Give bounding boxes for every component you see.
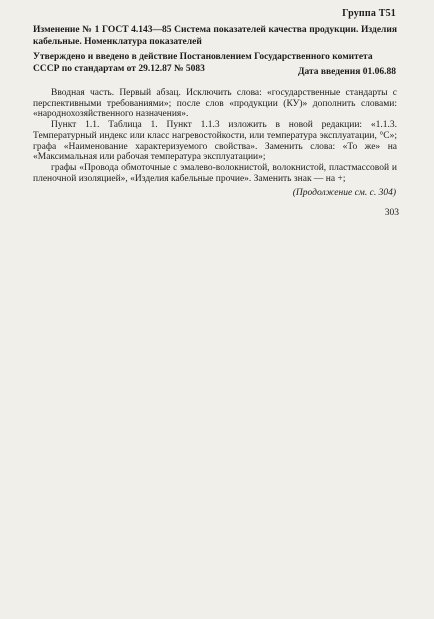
approval-statement: Утверждено и введено в действие Постановлением Государственного комитета СССР по стандартам от 29.12.87 № 5083 <box>33 52 373 74</box>
page-number: 303 <box>384 208 399 218</box>
group-label: Группа Т51 <box>342 8 396 19</box>
paragraph: графы «Провода обмоточные с эмалево-волокнистой, волокнистой, пластмассовой и пленочной изоляцией», «Изделия кабельные прочие». Заменить знак — на +; <box>33 162 397 184</box>
continuation-note: (Продолжение см. с. 304) <box>292 188 396 198</box>
effective-date: Дата введения 01.06.88 <box>297 67 396 77</box>
paragraph: Пункт 1.1. Таблица 1. Пункт 1.1.3 изложить в новой редакции: «1.1.3. Температурный индекс или класс нагревостойкости, или температура эксплуатации, °С»; графа «Наименование характеризуемого свойства». Заменить слова: «То же» на «Максимальная или рабочая температура эксплуатации»; <box>33 120 397 163</box>
amendment-body <box>33 88 397 184</box>
amendment-title: Изменение № 1 ГОСТ 4.143—85 Система показателей качества продукции. Изделия кабельные. Номенклатура показателей <box>33 25 397 47</box>
paragraph: Вводная часть. Первый абзац. Исключить слова: «государственные стандарты с перспективными требованиями»; после слов «продукции (КУ)» дополнить словами: «народнохозяйственного назначения». <box>33 88 397 120</box>
